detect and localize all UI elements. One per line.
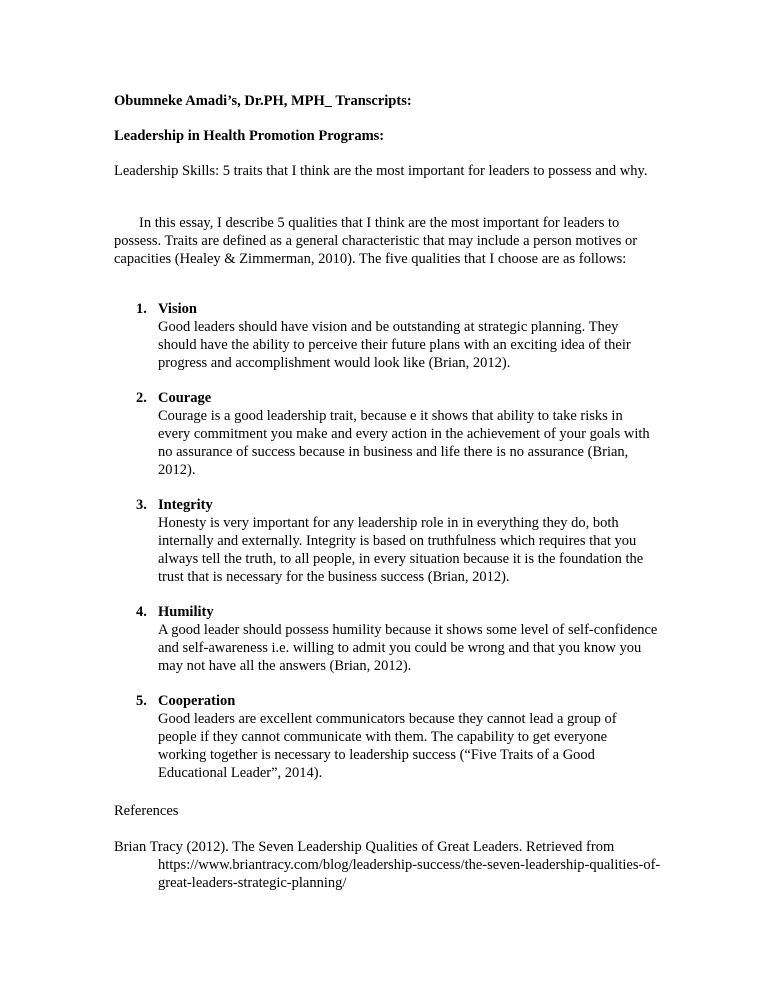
references-heading: References <box>114 803 179 819</box>
reference-entry: Brian Tracy (2012). The Seven Leadership Qualities of Great Leaders. Retrieved from https://www.briantracy.com/blog/leadership-success/the-seven-leadership-qualities-of-great-leaders-strategic-planning/ <box>114 839 661 891</box>
list-item <box>114 496 674 586</box>
essay-prompt: Leadership Skills: 5 traits that I think are the most important for leaders to possess and why. <box>114 163 648 179</box>
intro-paragraph: In this essay, I describe 5 qualities that I think are the most important for leaders to possess. Traits are defined as a general characteristic that may include a person motives or capacities (Healey & Zimmerman, 2010). The five qualities that I choose are as follows: <box>114 215 638 267</box>
item-number: 3. <box>136 497 147 513</box>
item-title: Cooperation <box>158 693 236 709</box>
item-title: Humility <box>158 604 214 620</box>
item-body: Honesty is very important for any leadership role in in everything they do, both internally and externally. Integrity is based on truthfulness which requires that you always tell the truth, to all people, in every situation because it is the foundation the trust that is necessary for the business success (Brian, 2012). <box>158 515 644 585</box>
traits-list <box>114 300 674 799</box>
item-body: A good leader should possess humility because it shows some level of self-confidence and self-awareness i.e. willing to admit you could be wrong and that you know you may not have all the answers (Brian, 2012). <box>158 622 658 674</box>
document-title: Obumneke Amadi’s, Dr.PH, MPH_ Transcripts: <box>114 93 412 109</box>
list-item <box>114 692 674 782</box>
item-number: 5. <box>136 693 147 709</box>
list-item <box>114 300 674 372</box>
item-title: Vision <box>158 301 197 317</box>
list-item <box>114 389 674 479</box>
item-number: 2. <box>136 390 147 406</box>
item-body: Good leaders are excellent communicators because they cannot lead a group of people if they cannot communicate with them. The capability to get everyone working together is necessary to leadership success (“Five Traits of a Good Educational Leader”, 2014). <box>158 711 617 781</box>
item-title: Integrity <box>158 497 213 513</box>
item-number: 1. <box>136 301 147 317</box>
document-subtitle: Leadership in Health Promotion Programs: <box>114 128 385 144</box>
item-title: Courage <box>158 390 212 406</box>
item-body: Good leaders should have vision and be outstanding at strategic planning. They should have the ability to perceive their future plans with an exciting idea of their progress and accomplishment would look like (Brian, 2012). <box>158 319 631 371</box>
item-number: 4. <box>136 604 147 620</box>
item-body: Courage is a good leadership trait, because e it shows that ability to take risks in every commitment you make and every action in the achievement of your goals with no assurance of success because in business and life there is no assurance (Brian, 2012). <box>158 408 650 478</box>
list-item <box>114 603 674 675</box>
